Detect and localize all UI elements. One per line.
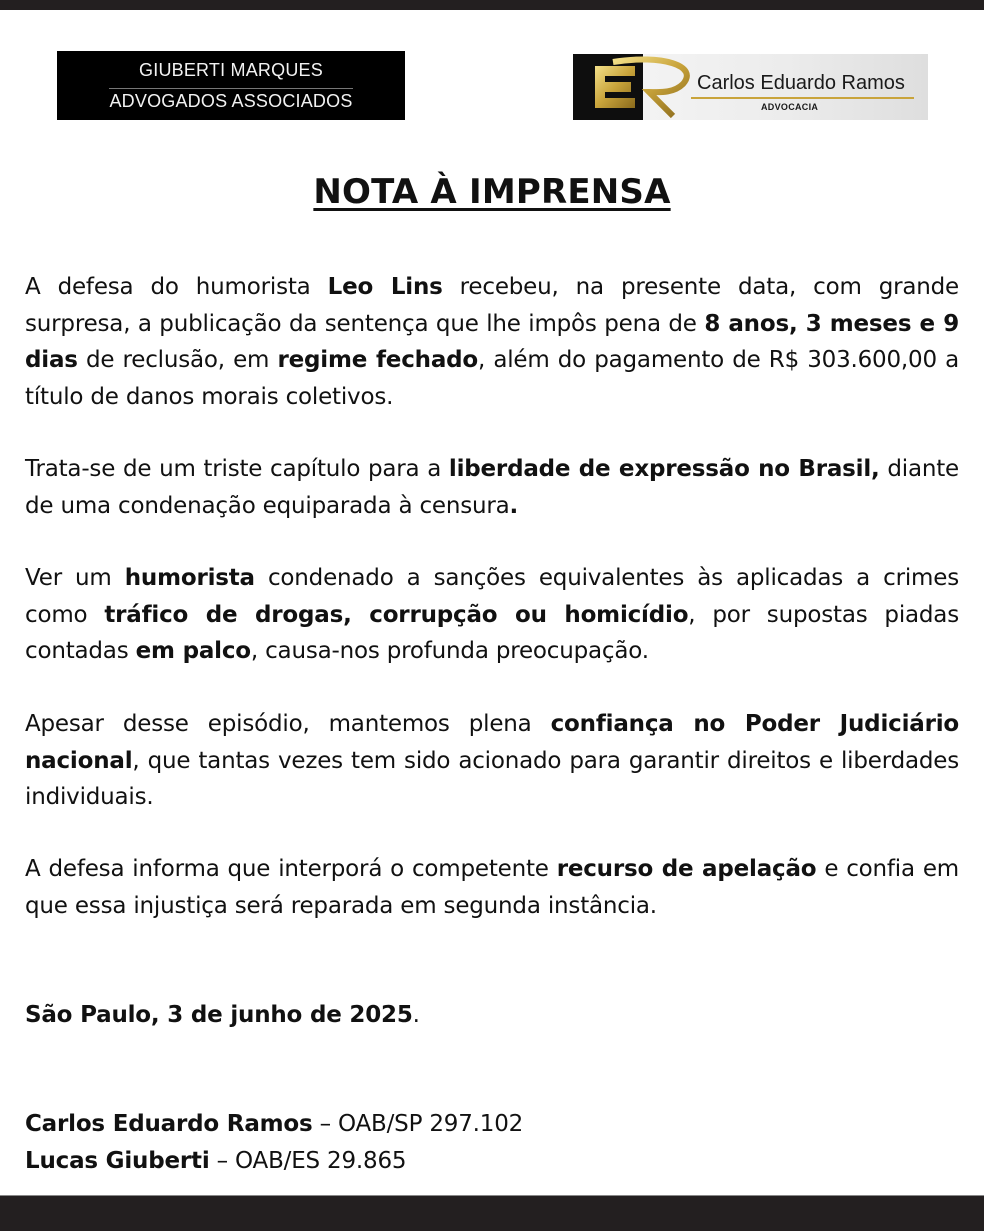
bold-text: em palco xyxy=(135,638,251,664)
oab-registration: – OAB/SP 297.102 xyxy=(312,1111,524,1137)
bold-text: tráfico de drogas, corrupção ou homicídio xyxy=(104,601,689,628)
logo-left-line1: GIUBERTI MARQUES xyxy=(139,60,323,80)
bold-text: confiança no Poder Judiciário nacional xyxy=(25,711,959,774)
bottom-border-bar xyxy=(0,1195,984,1231)
text: , por supostas piadas contadas xyxy=(25,601,959,664)
logo-right-subtitle: ADVOCACIA xyxy=(761,102,819,112)
logo-left-divider xyxy=(109,88,353,89)
cer-monogram-icon xyxy=(573,54,703,120)
paragraph-3 xyxy=(25,560,959,670)
text: Trata-se de um triste capítulo para a xyxy=(25,456,449,482)
bold-text: Leo Lins xyxy=(327,274,443,300)
giuberti-marques-logo xyxy=(57,51,405,120)
bold-text: humorista xyxy=(124,565,255,591)
logo-right-gold-line xyxy=(691,97,914,99)
text: , que tantas vezes tem sido acionado para garantir direitos e liberdades individuais. xyxy=(25,747,959,810)
paragraph-2 xyxy=(25,451,959,524)
carlos-eduardo-ramos-logo xyxy=(573,54,928,120)
bold-text: recurso de apelação xyxy=(556,856,817,882)
bold-text: 8 anos, 3 meses e 9 dias xyxy=(25,310,959,373)
text: diante de uma condenação equiparada à censura xyxy=(25,456,959,519)
paragraph-1 xyxy=(25,269,959,415)
signature-line xyxy=(25,1143,959,1180)
paragraph-5 xyxy=(25,851,959,924)
text: condenado a sanções equivalentes às aplicadas a crimes como xyxy=(25,565,959,628)
text: recebeu, na presente data, com grande surpresa, a publicação da sentença que lhe impôs pena de xyxy=(25,274,959,337)
text: e confia em que essa injustiça será reparada em segunda instância. xyxy=(25,856,959,919)
bold-text: . xyxy=(509,492,519,519)
text: A defesa informa que interporá o competente xyxy=(25,856,557,882)
text: , além do pagamento de R$ 303.600,00 a título de danos morais coletivos. xyxy=(25,347,960,410)
text: de reclusão, em xyxy=(77,347,278,373)
oab-registration: – OAB/ES 29.865 xyxy=(209,1147,407,1174)
signatures xyxy=(25,1106,959,1179)
bold-text: regime fechado xyxy=(277,347,479,373)
logo-left-line2: ADVOGADOS ASSOCIADOS xyxy=(109,91,353,111)
signatory-name: Lucas Giuberti xyxy=(25,1147,210,1174)
date-text: São Paulo, 3 de junho de 2025 xyxy=(25,1002,413,1028)
date-line xyxy=(25,997,959,1034)
bold-text: liberdade de expressão no Brasil, xyxy=(448,456,880,482)
text: , causa-nos profunda preocupação. xyxy=(250,638,649,664)
top-border-bar xyxy=(0,0,984,10)
text: . xyxy=(412,1002,420,1028)
logo-right-name: Carlos Eduardo Ramos xyxy=(697,72,905,94)
signature-line xyxy=(25,1106,959,1143)
text: Ver um xyxy=(25,565,125,591)
text: A defesa do humorista xyxy=(25,274,328,300)
page-title: NOTA À IMPRENSA xyxy=(313,172,671,212)
text: Apesar desse episódio, mantemos plena xyxy=(25,711,551,737)
signatory-name: Carlos Eduardo Ramos xyxy=(25,1111,313,1137)
paragraph-4 xyxy=(25,706,959,816)
